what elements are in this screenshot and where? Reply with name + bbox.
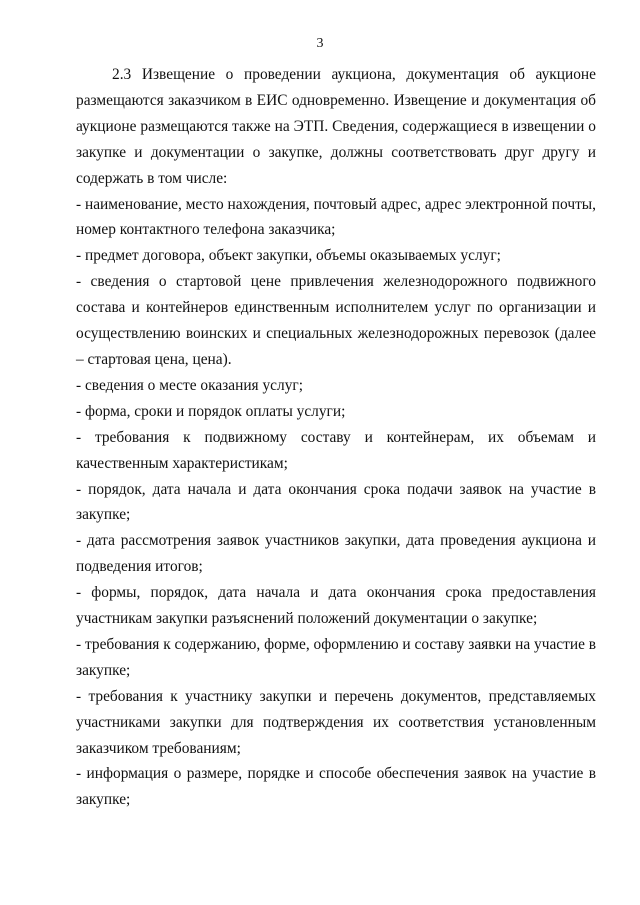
list-item-application-security: - информация о размере, порядке и способе обеспечения заявок на участие в закупке; [76,765,596,809]
list-item-participant-requirements: - требования к участнику закупки и перечень документов, представляемых участниками закупки для подтверждения их соответствия установленным заказчиком требованиям; [76,687,596,757]
page-number: 3 [316,36,324,51]
paragraph-2-3-intro: 2.3 Извещение о проведении аукциона, документация об аукционе размещаются заказчиком в ЕИС одновременно. Извещение и документация об аукционе размещаются также на ЭТП. Сведения, содержащиеся в извещении о закупке и документации о закупке, должны соответствовать друг другу и содержать в том числе: [76,66,596,187]
list-item-payment-terms: - форма, сроки и порядок оплаты услуги; [76,402,346,420]
list-item-service-location: - сведения о месте оказания услуг; [76,376,303,394]
list-item-starting-price: - сведения о стартовой цене привлечения железнодорожного подвижного состава и контейнеров единственным исполнителем услуг по организации и осуществлению воинских и специальных железнодорожных перевозок (далее – стартовая цена, цена). [76,273,596,368]
list-item-customer-info: - наименование, место нахождения, почтовый адрес, адрес электронной почты, номер контактного телефона заказчика; [76,195,596,239]
document-body [76,62,596,813]
list-item-rolling-stock-requirements: - требования к подвижному составу и контейнерам, их объемам и качественным характеристикам; [76,428,596,472]
list-item-review-dates: - дата рассмотрения заявок участников закупки, дата проведения аукциона и подведения итогов; [76,532,596,576]
list-item-application-period: - порядок, дата начала и дата окончания срока подачи заявок на участие в закупке; [76,480,596,524]
list-item-application-requirements: - требования к содержанию, форме, оформлению и составу заявки на участие в закупке; [76,635,597,679]
list-item-clarifications: - формы, порядок, дата начала и дата окончания срока предоставления участникам закупки разъяснений положений документации о закупке; [76,584,596,628]
list-item-contract-subject: - предмет договора, объект закупки, объемы оказываемых услуг; [76,247,501,265]
